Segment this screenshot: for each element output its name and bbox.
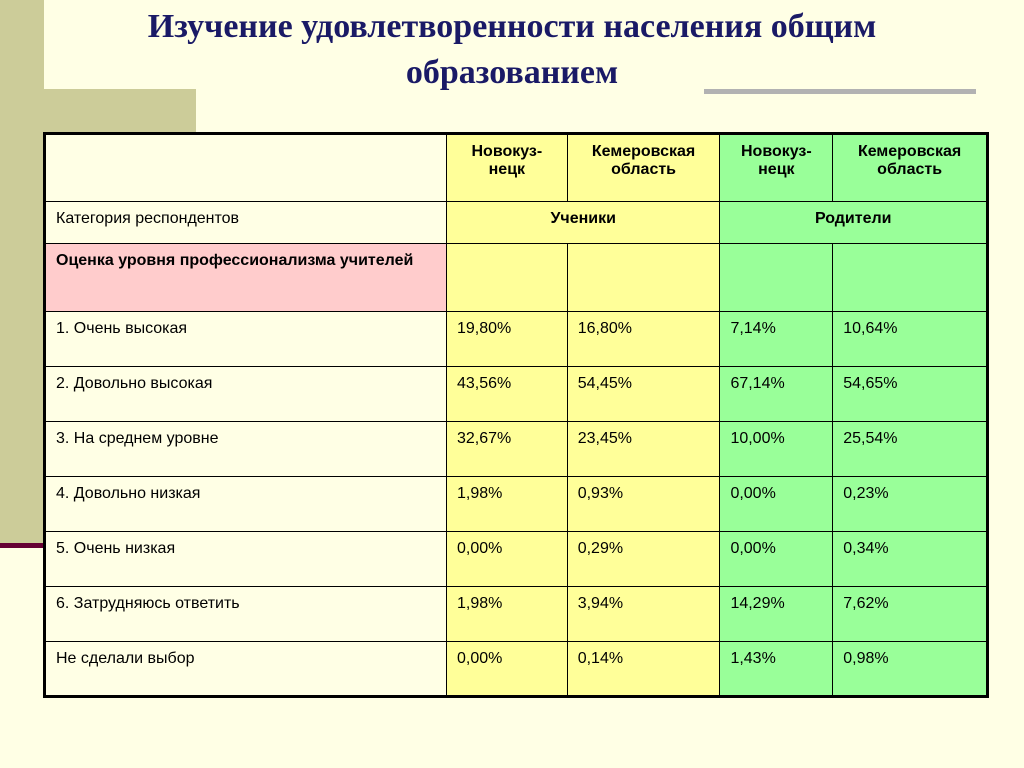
value-novokuznetsk-students: 19,80% [446, 312, 567, 367]
decorative-bar-left [0, 0, 44, 545]
value-novokuznetsk-parents: 10,00% [720, 422, 833, 477]
value-kemerovo-students: 0,29% [567, 532, 720, 587]
value-novokuznetsk-parents: 7,14% [720, 312, 833, 367]
table-header-row [45, 134, 988, 202]
value-kemerovo-parents: 7,62% [833, 587, 988, 642]
group-parents: Родители [720, 202, 988, 244]
section-cell-empty [446, 244, 567, 312]
value-kemerovo-students: 16,80% [567, 312, 720, 367]
value-kemerovo-parents: 54,65% [833, 367, 988, 422]
value-kemerovo-parents: 25,54% [833, 422, 988, 477]
header-cell-kemerovo-parents: Кемеровская область [833, 134, 988, 202]
value-novokuznetsk-parents: 14,29% [720, 587, 833, 642]
section-cell-empty [567, 244, 720, 312]
value-kemerovo-students: 54,45% [567, 367, 720, 422]
value-novokuznetsk-parents: 0,00% [720, 477, 833, 532]
row-label: Не сделали выбор [45, 642, 447, 697]
header-cell-novokuznetsk-parents: Новокуз- нецк [720, 134, 833, 202]
value-kemerovo-parents: 0,34% [833, 532, 988, 587]
group-students: Ученики [446, 202, 719, 244]
section-cell-empty [833, 244, 988, 312]
value-novokuznetsk-students: 32,67% [446, 422, 567, 477]
value-novokuznetsk-students: 0,00% [446, 532, 567, 587]
value-novokuznetsk-students: 43,56% [446, 367, 567, 422]
header-cell-kemerovo-students: Кемеровская область [567, 134, 720, 202]
row-label: 1. Очень высокая [45, 312, 447, 367]
row-label: 6. Затрудняюсь ответить [45, 587, 447, 642]
slide-title-line-1: Изучение удовлетворенности населения общим [147, 8, 877, 45]
slide-title [60, 4, 964, 96]
section-row [45, 244, 988, 312]
table-row [45, 477, 988, 532]
respondents-label: Категория респондентов [45, 202, 447, 244]
table-row [45, 312, 988, 367]
value-kemerovo-students: 0,14% [567, 642, 720, 697]
table-row [45, 587, 988, 642]
value-kemerovo-students: 3,94% [567, 587, 720, 642]
row-label: 2. Довольно высокая [45, 367, 447, 422]
table-row [45, 532, 988, 587]
value-kemerovo-parents: 0,23% [833, 477, 988, 532]
slide-title-line-2: образованием [405, 54, 619, 91]
header-cell-novokuznetsk-students: Новокуз- нецк [446, 134, 567, 202]
value-novokuznetsk-students: 1,98% [446, 587, 567, 642]
value-novokuznetsk-parents: 67,14% [720, 367, 833, 422]
value-kemerovo-parents: 0,98% [833, 642, 988, 697]
survey-table [43, 132, 989, 698]
header-cell-empty [45, 134, 447, 202]
value-novokuznetsk-parents: 0,00% [720, 532, 833, 587]
value-kemerovo-parents: 10,64% [833, 312, 988, 367]
section-label: Оценка уровня профессионализма учителей [45, 244, 447, 312]
value-novokuznetsk-students: 0,00% [446, 642, 567, 697]
section-cell-empty [720, 244, 833, 312]
table-row [45, 367, 988, 422]
table-row [45, 422, 988, 477]
value-kemerovo-students: 23,45% [567, 422, 720, 477]
value-novokuznetsk-students: 1,98% [446, 477, 567, 532]
row-label: 3. На среднем уровне [45, 422, 447, 477]
value-novokuznetsk-parents: 1,43% [720, 642, 833, 697]
respondents-row [45, 202, 988, 244]
value-kemerovo-students: 0,93% [567, 477, 720, 532]
decorative-line-maroon [0, 543, 44, 548]
table-row [45, 642, 988, 697]
row-label: 5. Очень низкая [45, 532, 447, 587]
row-label: 4. Довольно низкая [45, 477, 447, 532]
